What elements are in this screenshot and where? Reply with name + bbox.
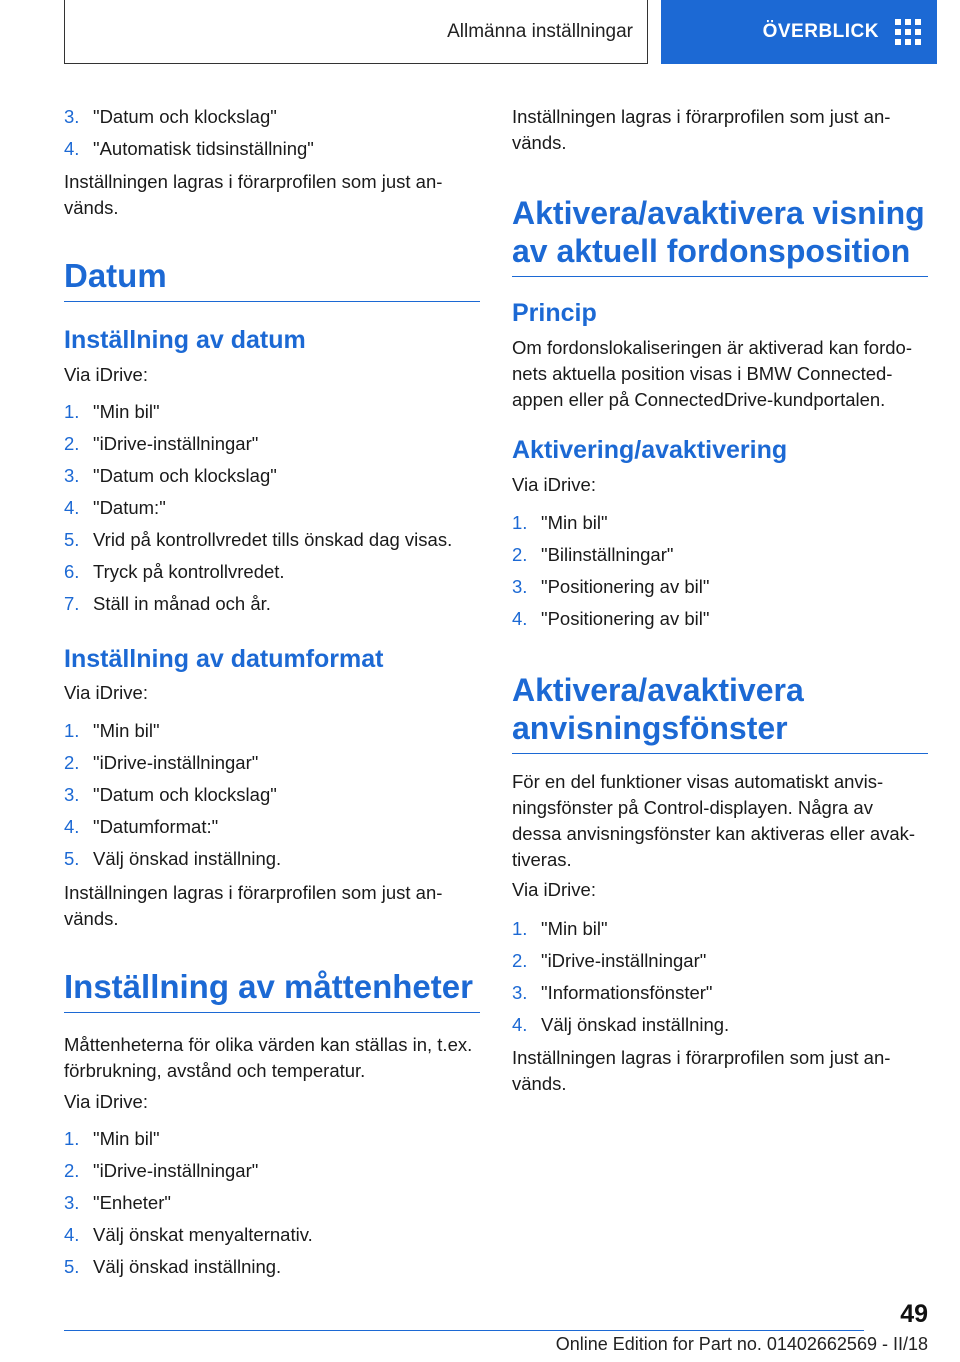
step-number: 2. xyxy=(64,1160,80,1181)
info-window-heading: Aktivera/avaktivera anvisningsfönster xyxy=(512,671,928,754)
via-idrive-label: Via iDrive: xyxy=(512,879,596,900)
units-description: Måttenheterna för olika värden kan ställas in, t.ex. förbrukning, avstånd och temperatur. xyxy=(64,1034,473,1081)
step-number: 6. xyxy=(64,561,80,582)
step-number: 2. xyxy=(512,950,528,971)
step-text: "iDrive-inställningar" xyxy=(93,752,259,773)
list-item xyxy=(64,527,452,553)
step-text: Vrid på kontrollvredet tills önskad dag visas. xyxy=(93,529,453,550)
list-item xyxy=(64,591,271,617)
step-number: 1. xyxy=(64,401,80,422)
step-number: 3. xyxy=(64,1192,80,1213)
footer-divider xyxy=(64,1330,864,1331)
step-text: "Min bil" xyxy=(93,720,160,741)
principle-heading: Princip xyxy=(512,299,597,327)
header-section-tab[interactable] xyxy=(64,0,648,64)
step-number: 4. xyxy=(512,608,528,629)
list-item xyxy=(64,559,285,585)
step-number: 5. xyxy=(64,529,80,550)
step-text: "iDrive-inställningar" xyxy=(93,433,259,454)
step-text: "iDrive-inställningar" xyxy=(93,1160,259,1181)
step-text: "Min bil" xyxy=(93,1128,160,1149)
step-text: "Automatisk tidsinställning" xyxy=(93,138,314,159)
step-text: "Min bil" xyxy=(541,512,608,533)
step-text: Välj önskad inställning. xyxy=(93,1256,282,1277)
principle-text: Om fordonslokaliseringen är aktiverad kan fordo- nets aktuella position visas i BMW Connected- appen eller på ConnectedDrive-kundportalen. xyxy=(512,337,912,410)
step-number: 4. xyxy=(64,1224,80,1245)
step-number: 3. xyxy=(64,465,80,486)
step-text: Välj önskat menyalternativ. xyxy=(93,1224,313,1245)
step-number: 1. xyxy=(64,1128,80,1149)
step-number: 3. xyxy=(512,982,528,1003)
step-number: 1. xyxy=(64,720,80,741)
via-idrive-label: Via iDrive: xyxy=(64,364,148,385)
step-text: "Positionering av bil" xyxy=(541,608,710,629)
info-window-text: För en del funktioner visas automatiskt anvis- ningsfönster på Control-displayen. Några av dessa anvisningsfönster kan aktiveras eller avak- tiveras. xyxy=(512,771,916,870)
step-number: 4. xyxy=(64,138,80,159)
list-item xyxy=(64,1126,160,1152)
step-number: 2. xyxy=(64,752,80,773)
step-text: "iDrive-inställningar" xyxy=(541,950,707,971)
list-item xyxy=(512,916,608,942)
overview-label: ÖVERBLICK xyxy=(762,21,879,42)
format-note: Inställningen lagras i förarprofilen som just an- vänds. xyxy=(64,882,443,929)
list-item xyxy=(64,718,160,744)
step-text: "Positionering av bil" xyxy=(541,576,710,597)
list-item xyxy=(64,846,281,872)
date-format-heading: Inställning av datumformat xyxy=(64,645,384,673)
via-idrive-label: Via iDrive: xyxy=(64,682,148,703)
step-text: Välj önskad inställning. xyxy=(541,1014,730,1035)
list-item xyxy=(64,104,277,130)
info-note: Inställningen lagras i förarprofilen som just an- vänds. xyxy=(512,1047,891,1094)
step-text: "Enheter" xyxy=(93,1192,171,1213)
step-number: 3. xyxy=(512,576,528,597)
list-item xyxy=(64,814,218,840)
list-item xyxy=(512,1012,729,1038)
datum-heading: Datum xyxy=(64,257,480,302)
list-item xyxy=(512,510,608,536)
edition-text: Online Edition for Part no. 01402662569 - II/18 xyxy=(555,1334,928,1354)
list-item xyxy=(64,1254,281,1280)
list-item xyxy=(64,431,258,457)
list-item xyxy=(512,980,713,1006)
step-number: 5. xyxy=(64,1256,80,1277)
step-text: Ställ in månad och år. xyxy=(93,593,271,614)
activation-heading: Aktivering/avaktivering xyxy=(512,436,788,464)
list-item xyxy=(64,1190,171,1216)
step-number: 1. xyxy=(512,918,528,939)
grid-icon xyxy=(895,19,921,45)
step-number: 4. xyxy=(64,816,80,837)
step-text: "Datum:" xyxy=(93,497,166,518)
list-item xyxy=(64,136,314,162)
list-item xyxy=(64,1158,258,1184)
via-idrive-label: Via iDrive: xyxy=(512,474,596,495)
list-item xyxy=(64,399,160,425)
list-item xyxy=(512,948,706,974)
step-number: 7. xyxy=(64,593,80,614)
list-item xyxy=(512,606,709,632)
step-number: 3. xyxy=(64,784,80,805)
step-number: 3. xyxy=(64,106,80,127)
list-item xyxy=(64,750,258,776)
step-text: "Min bil" xyxy=(541,918,608,939)
via-idrive-label: Via iDrive: xyxy=(64,1091,148,1112)
list-item xyxy=(64,463,277,489)
intro-note: Inställningen lagras i förarprofilen som just an- vänds. xyxy=(512,106,891,153)
step-number: 4. xyxy=(512,1014,528,1035)
units-heading: Inställning av måttenheter xyxy=(64,968,480,1013)
list-item xyxy=(64,782,277,808)
step-text: "Datum och klockslag" xyxy=(93,784,277,805)
list-item xyxy=(64,495,166,521)
date-setting-heading: Inställning av datum xyxy=(64,326,306,354)
list-item xyxy=(512,542,673,568)
step-text: "Bilinställningar" xyxy=(541,544,674,565)
step-text: Välj önskad inställning. xyxy=(93,848,282,869)
overview-button[interactable] xyxy=(661,0,937,64)
step-text: "Min bil" xyxy=(93,401,160,422)
header-section-title: Allmänna inställningar xyxy=(447,20,633,42)
page-number: 49 xyxy=(900,1300,928,1328)
step-number: 1. xyxy=(512,512,528,533)
intro-note: Inställningen lagras i förarprofilen som just an- vänds. xyxy=(64,171,443,218)
list-item xyxy=(512,574,709,600)
step-number: 2. xyxy=(512,544,528,565)
step-number: 2. xyxy=(64,433,80,454)
step-number: 5. xyxy=(64,848,80,869)
step-text: "Datum och klockslag" xyxy=(93,465,277,486)
step-text: Tryck på kontrollvredet. xyxy=(93,561,285,582)
step-text: "Datumformat:" xyxy=(93,816,219,837)
step-text: "Datum och klockslag" xyxy=(93,106,277,127)
step-number: 4. xyxy=(64,497,80,518)
vehicle-position-heading: Aktivera/avaktivera visning av aktuell fordonsposition xyxy=(512,194,928,277)
list-item xyxy=(64,1222,313,1248)
step-text: "Informationsfönster" xyxy=(541,982,713,1003)
